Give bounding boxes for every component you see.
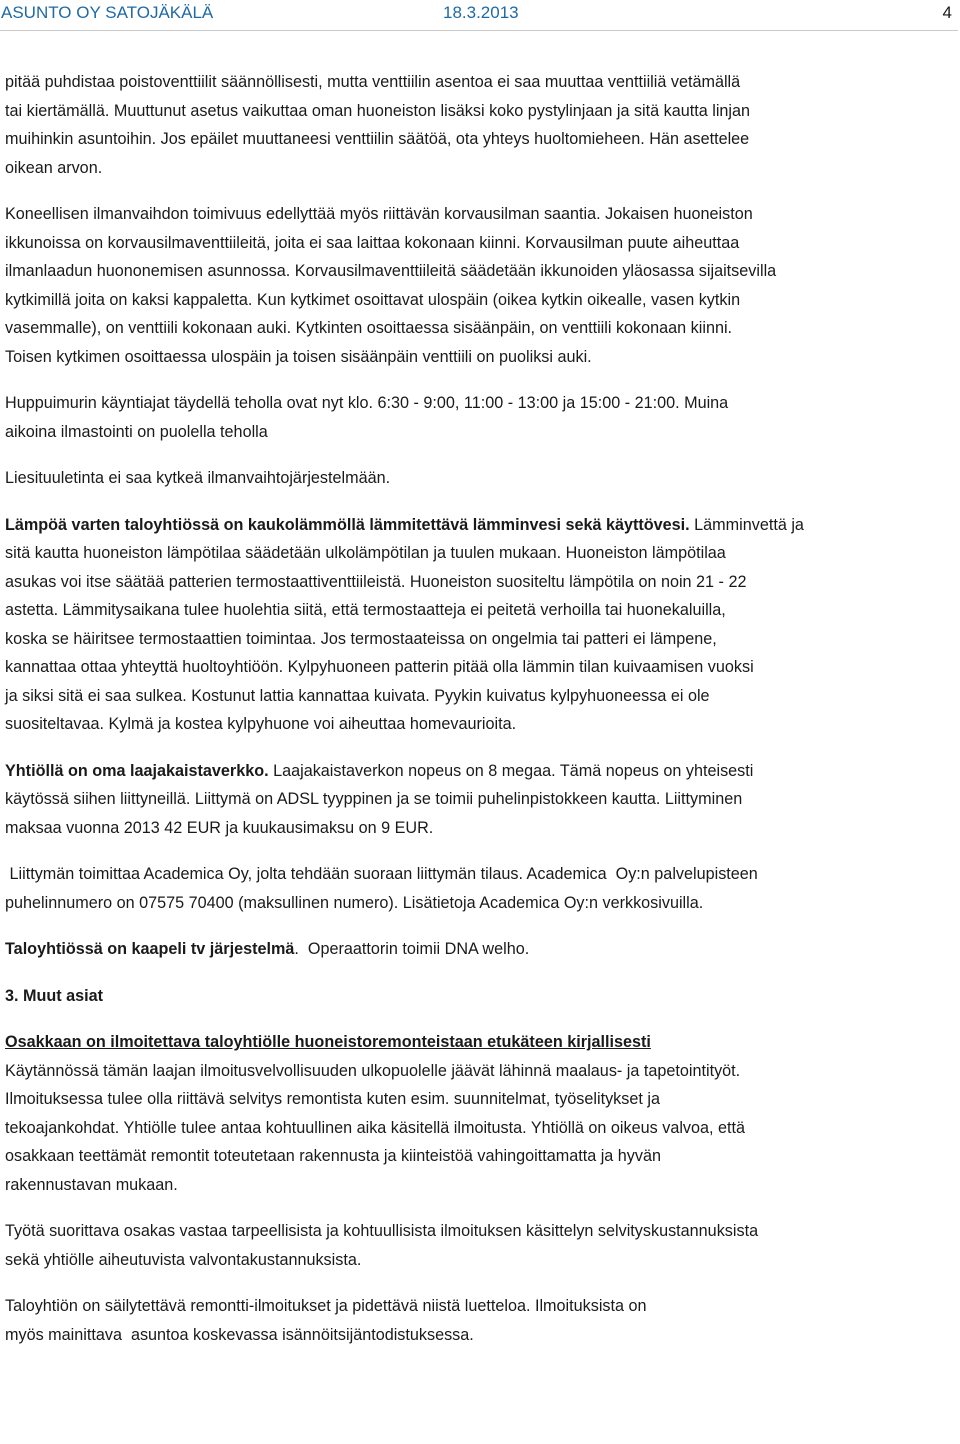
text-line: sekä yhtiölle aiheutuvista valvontakustannuksista. (5, 1250, 362, 1269)
paragraph-cooker-hood (5, 464, 957, 493)
text-line: koska se häiritsee termostaattien toimintaa. Jos termostaateissa on ongelmia tai patteri ei lämpene, (5, 629, 717, 648)
company-name: ASUNTO OY SATOJÄKÄLÄ (1, 3, 214, 22)
text-line: Toisen kytkimen osoittaessa ulospäin ja toisen sisäänpäin venttiili on puoliksi auki. (5, 347, 592, 366)
paragraph-broadband (5, 757, 957, 843)
text-line: osakkaan teettämät remontit toteutetaan rakennusta ja kiinteistöä vahingoittamatta ja hyvän (5, 1147, 661, 1165)
text-line: pitää puhdistaa poistoventtiilit säännöllisesti, mutta venttiilin asentoa ei saa muuttaa venttiiliä vetämällä (5, 73, 741, 91)
section-other-matters (5, 982, 957, 1011)
text-line: Huppuimurin käyntiajat täydellä teholla ovat nyt klo. 6:30 - 9:00, 11:00 - 13:00 ja 15:00 - 21:00. Muina (5, 394, 729, 412)
text-line: Liesituuletinta ei saa kytkeä ilmanvaihtojärjestelmään. (5, 469, 391, 487)
renovation-heading: Osakkaan on ilmoitettava taloyhtiölle huoneistoremonteistaan etukäteen kirjallisesti (5, 1033, 651, 1051)
paragraph-costs (5, 1217, 957, 1274)
document-body (5, 68, 957, 1349)
text-line: Koneellisen ilmanvaihdon toimivuus edellyttää myös riittävän korvausilman saantia. Jokaisen huoneiston (5, 205, 753, 223)
cable-tv-heading: Taloyhtiössä on kaapeli tv järjestelmä (5, 940, 295, 958)
text-line: asukas voi itse säätää patterien termostaattiventtiileistä. Huoneiston suositeltu lämpötila on noin 21 - 22 (5, 572, 747, 591)
paragraph-cable-tv (5, 935, 957, 964)
text-line: Lämpöä varten taloyhtiössä on kaukolämmöllä lämmitettävä lämminvesi sekä käyttövesi. Lämminvettä ja (5, 515, 804, 534)
text-line: oikean arvon. (5, 158, 103, 177)
text-line: Työtä suorittava osakas vastaa tarpeellisista ja kohtuullisista ilmoituksen käsittelyn selvityskustannuksista (5, 1222, 759, 1240)
text-line: muihinkin asuntoihin. Jos epäilet muuttaneesi venttiilin säätöä, ota yhteys huoltomieheen. Hän asettelee (5, 130, 750, 148)
paragraph-records (5, 1292, 957, 1349)
page-number: 4 (942, 3, 952, 22)
text-line: sitä kautta huoneiston lämpötilaa säädetään ulkolämpötilan ja tuulen mukaan. Huoneiston lämpötilaa (5, 544, 726, 562)
text-line: ikkunoissa on korvausilmaventtiileitä, joita ei saa laittaa kokonaan kiinni. Korvausilman puute aiheuttaa (5, 233, 740, 252)
section-heading: 3. Muut asiat (5, 986, 104, 1005)
text-line: maksaa vuonna 2013 42 EUR ja kuukausimaksu on 9 EUR. (5, 818, 434, 837)
text-line: käytössä siihen liittyneillä. Liittymä on ADSL tyyppinen ja se toimii puhelinpistokkeen kautta. Liittyminen (5, 790, 743, 808)
text-line: kannattaa ottaa yhteyttä huoltoyhtiöön. Kylpyhuoneen patterin pitää olla lämmin tilan kuivaamisen vuoksi (5, 658, 754, 676)
text-line: ilmanlaadun huononemisen asunnossa. Korvausilmaventtiileitä säädetään ikkunoiden yläosassa sijaitsevilla (5, 262, 777, 280)
paragraph-renovation-notice (5, 1028, 957, 1199)
text-line: tai kiertämällä. Muuttunut asetus vaikuttaa oman huoneiston lisäksi koko pystylinjaan ja sitä kautta linjan (5, 101, 751, 120)
text-line: aikoina ilmastointi on puolella teholla (5, 422, 268, 441)
page-header (0, 0, 958, 31)
text-line: myös mainittava asuntoa koskevassa isännöitsijäntodistuksessa. (5, 1325, 474, 1344)
paragraph-heating (5, 511, 957, 739)
text-line: rakennustavan mukaan. (5, 1175, 178, 1194)
broadband-heading: Yhtiöllä on oma laajakaistaverkko. (5, 761, 269, 780)
paragraph-provider (5, 860, 957, 917)
heating-heading: Lämpöä varten taloyhtiössä on kaukolämmöllä lämmitettävä lämminvesi sekä käyttövesi. (5, 515, 690, 534)
paragraph-replacement-air (5, 200, 957, 371)
text-line: Ilmoituksessa tulee olla riittävä selvitys remontista kuten esim. suunnitelmat, työselitykset ja (5, 1090, 660, 1108)
text-line: Liittymän toimittaa Academica Oy, jolta tehdään suoraan liittymän tilaus. Academica Oy:n palvelupisteen (5, 865, 758, 883)
text-line: vasemmalle), on venttiili kokonaan auki. Kytkinten osoittaessa sisäänpäin, on venttiili kokonaan kiinni. (5, 319, 733, 337)
header-date: 18.3.2013 (443, 3, 519, 22)
text-line: suositeltavaa. Kylmä ja kostea kylpyhuone voi aiheuttaa homevaurioita. (5, 715, 517, 733)
text-line: Taloyhtiön on säilytettävä remontti-ilmoitukset ja pidettävä niistä luetteloa. Ilmoituksista on (5, 1297, 647, 1315)
text-line: tekoajankohdat. Yhtiölle tulee antaa kohtuullinen aika käsitellä ilmoitusta. Yhtiöllä on oikeus valvoa, että (5, 1118, 746, 1137)
paragraph-ventilation-valves (5, 68, 957, 182)
text-line: ja siksi sitä ei saa sulkea. Kostunut lattia kannattaa kuivata. Pyykin kuivatus kylpyhuoneessa ei ole (5, 686, 710, 705)
text-line: puhelinnumero on 07575 70400 (maksullinen numero). Lisätietoja Academica Oy:n verkkosivuilla. (5, 893, 704, 912)
text-line: Käytännössä tämän laajan ilmoitusvelvollisuuden ulkopuolelle jäävät lähinnä maalaus- ja tapetointityöt. (5, 1061, 741, 1080)
text-line: astetta. Lämmitysaikana tulee huolehtia siitä, että termostaatteja ei peitetä verhoilla tai huonekaluilla, (5, 601, 726, 619)
text-line: kytkimillä joita on kaksi kappaletta. Kun kytkimet osoittavat ulospäin (oikea kytkin oikealle, vasen kytkin (5, 290, 741, 309)
text-line: Taloyhtiössä on kaapeli tv järjestelmä. Operaattorin toimii DNA welho. (5, 940, 530, 958)
paragraph-hood-times (5, 389, 957, 446)
text-line: Yhtiöllä on oma laajakaistaverkko. Laajakaistaverkon nopeus on 8 megaa. Tämä nopeus on yhteisesti (5, 761, 754, 780)
